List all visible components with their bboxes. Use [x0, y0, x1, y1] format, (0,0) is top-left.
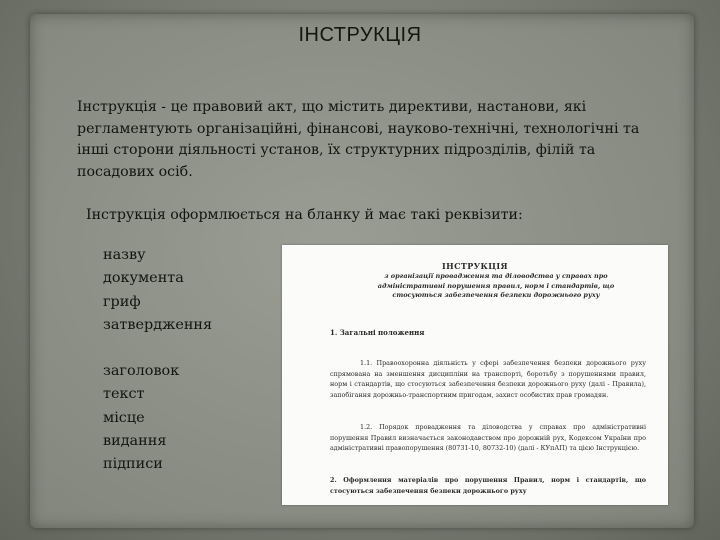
document-paragraph: 1.1. Правоохоронна діяльність у сфері забезпечення безпеки дорожнього руху спрямована на зменшення дисципліни на транспорті, боротьбу з порушеннями правил, норм і стандартів, що стосуються забезпечення безпеки дорожнього руху (далі - Правила), запобігання дорожньо-транспортним пригодам, захист особистих прав громадян. [330, 359, 646, 400]
definition-paragraph: Інструкція - це правовий акт, що містить директиви, настанови, які регламентують організаційні, фінансові, науково-технічні, технологічні та інші сторони діяльності установ, їх структурних підрозділів, філій та посадових осіб. [77, 99, 640, 180]
list-item: текст [103, 386, 145, 403]
list-item: підписи [103, 456, 163, 473]
slide-title: ІНСТРУКЦІЯ [298, 24, 422, 46]
document-sample-image [282, 245, 668, 505]
requisites-list [103, 244, 273, 477]
list-spacer [103, 337, 273, 360]
list-item: видання [103, 433, 167, 450]
document-subtitle: з організації провадження та діловодства у справах про адміністративні порушення правил, норм і стандартів, що стосуються забезпечення безпеки дорожнього руху [377, 272, 615, 299]
list-item: затвердження [103, 316, 213, 333]
document-section-heading: 1. Загальні положення [330, 328, 425, 337]
requisites-intro: Інструкція оформлюється на бланку й має такі реквізити: [86, 207, 523, 223]
document-title: ІНСТРУКЦІЯ [442, 261, 508, 271]
list-item: заголовок [103, 363, 180, 380]
document-paragraph: 2. Оформлення матеріалів про порушення Правил, норм і стандартів, що стосуються забезпечення безпеки дорожнього руху [330, 476, 646, 495]
list-item: місце [103, 409, 145, 426]
list-item: документа [103, 270, 184, 287]
list-item: назву [103, 247, 146, 263]
document-paragraph: 1.2. Порядок провадження та діловодства у справах про адміністративні порушення Правил визначається законодавством про дорожній рух, Кодексом України про адміністративні правопорушення (80731-10, 80732-10) (далі - КУпАП) та цією Інструкцією. [330, 423, 646, 453]
list-item: гриф [103, 293, 141, 310]
